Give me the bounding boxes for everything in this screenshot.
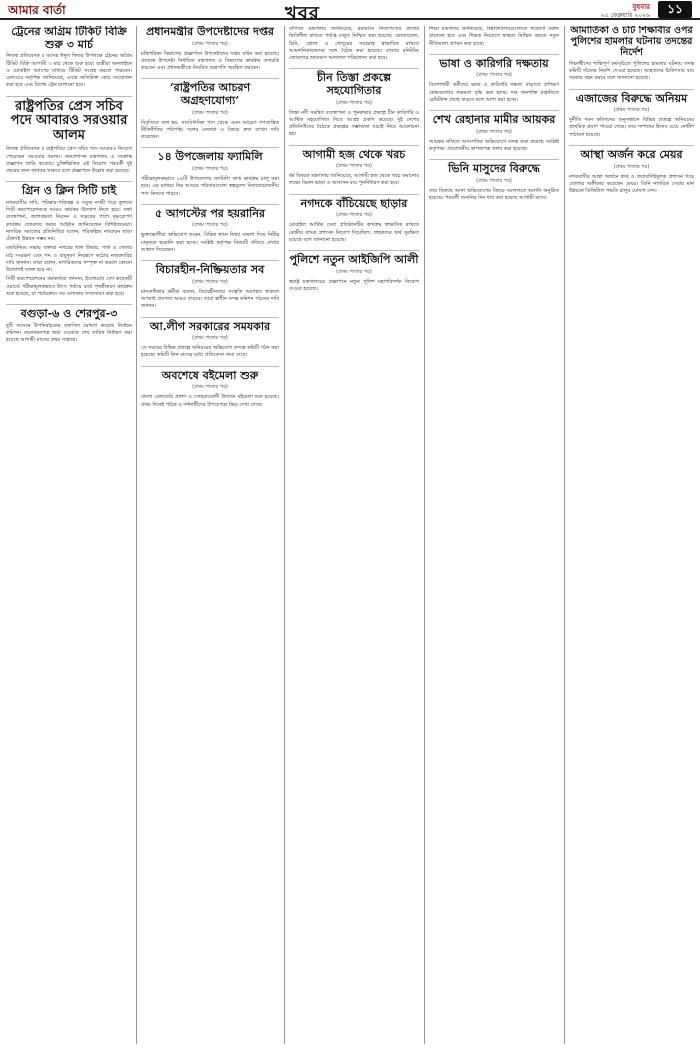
story-headline: ভাষা ও কারিগরি দক্ষতায়: [439, 56, 549, 70]
story-continuation-note: (প্রথম পাতার পর): [613, 163, 650, 170]
story-continuation-note: (প্রথম পাতার পর): [336, 212, 372, 219]
story-paragraph: তার বিরুদ্ধে আনা অভিযোগের বিষয়ে আদালতে শুনানি অনুষ্ঠিত হয়েছে। পরবর্তী শুনানির দিন ধার্য করা হয়েছে আগামী মাসে।: [429, 187, 559, 202]
story-paragraph: শিক্ষার্থীদের শান্তিপূর্ণ কর্মসূচিতে পুলিশের হামলার ঘটনায় তদন্ত কমিটি গঠনের নির্দেশ দেওয়া হয়েছে। আহতদের চিকিৎসার ব্যয় সরকার বহন করবে বলে জানানো হয়েছে।: [569, 60, 694, 82]
news-story: [429, 163, 559, 202]
story-paragraph: দুর্নীতি দমন কমিশনের অনুসন্ধানে বিভিন্ন প্রকল্পে অনিয়মের প্রাথমিক প্রমাণ পাওয়া গেছে। তার সম্পদের হিসাব চেয়ে নোটিশ পাঠানো হয়েছে।: [569, 117, 694, 138]
story-headline: ভিনি মাসুদের বিরুদ্ধে: [448, 162, 540, 176]
story-continuation-note: (প্রথম পাতার পর): [476, 72, 512, 79]
news-story: [289, 198, 419, 244]
story-paragraph: মন্ত্রিপরিষদ বিভাগের প্রজ্ঞাপনে উপদেষ্টাদের দপ্তর বণ্টন করা হয়েছে। প্রত্যেক উপদেষ্টা নির্ধারিত মন্ত্রণালয় ও বিভাগের কার্যক্রম তদারকি করবেন এবং প্রধানমন্ত্রীকে নিয়মিত অগ্রগতি অবহিত করবেন।: [141, 50, 279, 72]
story-divider: [289, 250, 419, 251]
news-story: [6, 308, 132, 344]
news-story: [569, 149, 694, 195]
story-divider: [429, 54, 559, 55]
story-continuation-note: (প্রথম পাতার পর): [192, 335, 228, 342]
story-paragraph: পরীক্ষামূলকভাবে ১৪টি উপজেলায় ফ্যামিলি কার্ড কার্যক্রম চালু করা হবে। এর মাধ্যমে নিম্ন আয়ের পরিবারগুলো স্বল্পমূল্যে নিত্যপ্রয়োজনীয় পণ্য কিনতে পারবে।: [141, 176, 279, 197]
story-body: [289, 26, 419, 62]
story-continuation-note: (প্রথম পাতার পর): [192, 40, 228, 47]
story-body: [6, 323, 132, 345]
issue-date: ২৫ ফেব্রুয়ারি ২০২৬: [600, 12, 650, 19]
news-story: [141, 82, 279, 141]
story-body: [141, 232, 279, 254]
story-headline: আস্থা অর্জন করে মেয়র: [580, 147, 683, 161]
story-body: [289, 110, 419, 139]
page-number: ১১: [658, 1, 692, 18]
story-body: [141, 345, 279, 360]
story-paragraph: নগরবাসীর আস্থা অর্জনে স্বচ্ছ ও জবাবদিহিমূলক প্রশাসন গড়ে তোলার অঙ্গীকার করেছেন মেয়র। তিনি নাগরিক সেবার মান উন্নয়নে ডিজিটাল পদ্ধতি চালুর ঘোষণা দেন।: [569, 173, 694, 195]
section-title: খবর: [285, 3, 320, 24]
news-story: [429, 26, 559, 48]
news-story: [569, 26, 694, 83]
story-continuation-note: (প্রথম পাতার পর): [336, 99, 372, 106]
story-paragraph: স্বরাষ্ট্র মন্ত্রণালয়ের প্রজ্ঞাপনে নতুন পুলিশ মহাপরিদর্শক নিয়োগ দেওয়া হয়েছে।: [289, 278, 419, 292]
story-headline: প্রধানমন্ত্রীর উপদেষ্টাদের দপ্তর: [146, 26, 274, 38]
story-headline: আ.লীগ সরকারের সমযকার: [149, 319, 271, 333]
newspaper-logo: আমার বার্তা: [8, 3, 66, 17]
news-story: [289, 149, 419, 188]
story-divider: [289, 145, 419, 146]
news-story: [6, 26, 132, 90]
story-paragraph: মতবিনিময় সভায় বক্তারা নগরের খাল উদ্ধার, পার্ক ও খেলার মাঠ সংরক্ষণ এবং শব্দ ও বায়ুদূষণ নিয়ন্ত্রণে কঠোর নজরদারির দাবি জানান। তারা বলেন, নাগরিকদের সম্পৃক্ত না করলে কোনো উদ্যোগই সফল হবে না।: [6, 245, 132, 274]
story-divider: [429, 110, 559, 111]
story-paragraph: মোবাইল আর্থিক সেবা প্রতিষ্ঠানটির কার্যক্রম স্বাভাবিক রাখতে কেন্দ্রীয় ব্যাংক প্রশাসক নিয়োগ দিয়েছিল। গ্রাহকদের অর্থ সুরক্ষিত রয়েছে বলে জানানো হয়েছে।: [289, 222, 419, 243]
news-story: [141, 264, 279, 310]
story-paragraph: বিদেশগামী কর্মীদের ভাষা ও কারিগরি দক্ষতা বাড়াতে প্রশিক্ষণ কেন্দ্রগুলোর সক্ষমতা বৃদ্ধি করা হচ্ছে। দক্ষ জনশক্তি রপ্তানিতে রেমিট্যান্স প্রবাহ বাড়বে বলে আশা করা হচ্ছে।: [429, 82, 559, 103]
story-divider: [141, 317, 279, 318]
column-4: [429, 26, 559, 1044]
story-paragraph: আয়কর নথিতে অসংগতির অভিযোগে তদন্ত শুরু করেছে সংশ্লিষ্ট কর্তৃপক্ষ। প্রয়োজনীয় কাগজপত্র তলব করা হয়েছে।: [429, 138, 559, 153]
story-body: [429, 139, 559, 154]
story-body: [569, 61, 694, 83]
story-body: [6, 146, 132, 175]
story-paragraph: নগরবাসীর দাবি, পরিষ্কার-পরিচ্ছন্ন ও সবুজ নগরী গড়ে তুলতে সিটি করপোরেশনকে আরও কার্যকর উদ্যোগ নিতে হবে। বর্জ্য ব্যবস্থাপনা, জলাবদ্ধতা নিরসন ও সড়কের পাশে বৃক্ষরোপণ কার্যক্রম জোরদার করার আহ্বান জানিয়েছেন বিশিষ্টজনেরা। নাগরিক সমাজের প্রতিনিধিরা বলেন, পরিকল্পিত নগরায়ন ছাড়া টেকসই উন্নয়ন সম্ভব নয়।: [6, 199, 132, 243]
story-headline: আগামী হজ থেকে খরচ: [302, 147, 406, 161]
story-divider: [6, 96, 132, 97]
story-paragraph: মানবাধিকার কর্মীরা বলেন, বিচারহীনতার সংস্কৃতি অব্যাহত থাকলে অপরাধ প্রবণতা আরও বাড়বে। তারা স্বাধীন তদন্ত কমিশন গঠনের দাবি জানান।: [141, 288, 279, 310]
story-headline: আমার্তিকা ও চর্টি শিক্ষাবীর ওপর পুলিশের হামলার ঘটনায় তদন্তের নির্দেশ: [570, 26, 693, 58]
story-divider: [289, 68, 419, 69]
story-paragraph: দুটি আসনে উপনির্বাচনের তফসিল ঘোষণা করেছে নির্বাচন কমিশন। মনোনয়নপত্র জমা দেওয়ার শেষ তারিখ নির্ধারণ করা হয়েছে আগামী মাসের প্রথম সপ্তাহে।: [6, 322, 132, 344]
story-continuation-note: (প্রথম পাতার পর): [476, 128, 512, 135]
news-story: [289, 254, 419, 293]
news-story: [429, 58, 559, 104]
story-headline: অবশেষে বইমেলা শুরু: [161, 368, 259, 382]
story-paragraph: তিস্তা নদী সমন্বিত ব্যবস্থাপনা ও পুনরুদ্ধার প্রকল্পে চীন কারিগরি ও আর্থিক সহযোগিতা দিতে আগ্রহ প্রকাশ করেছে। দুই দেশের প্রতিনিধিদের বৈঠকে প্রকল্পের সম্ভাব্যতা যাচাই নিয়ে আলোচনা হয়।: [289, 109, 419, 138]
news-story: [289, 72, 419, 138]
story-paragraph: বিবৃতিতে বলা হয়, সাংবিধানিক পদে থেকে এমন আচরণ গণতান্ত্রিক রীতিনীতির পরিপন্থি। দলের নেতারা এ বিষয়ে দ্রুত ব্যাখ্যা দাবি করেছেন।: [141, 119, 279, 141]
story-body: [141, 120, 279, 142]
story-continuation-note: (প্রথম পাতার পর): [192, 384, 228, 391]
column-1: [6, 26, 132, 1044]
story-headline: শেখ রেহানার মামীর আয়কর: [432, 113, 556, 127]
column-divider: [136, 26, 137, 1044]
news-story: [429, 114, 559, 153]
story-continuation-note: (প্রথম পাতার পর): [192, 109, 228, 116]
story-continuation-note: (প্রথম পাতার পর): [192, 278, 228, 285]
story-continuation-note: (প্রথম পাতার পর): [336, 163, 372, 170]
news-story: [141, 321, 279, 360]
news-story: [141, 208, 279, 254]
story-body: [141, 51, 279, 73]
column-divider: [564, 26, 565, 1044]
story-headline: ট্রেনের অগ্রিম টিকিট বিক্রি শুরু ৩ মার্চ: [11, 26, 127, 51]
news-story: [141, 370, 279, 409]
story-body: [6, 200, 132, 298]
column-divider: [284, 26, 285, 1044]
story-divider: [569, 89, 694, 90]
story-headline: ৫ আগস্টের পর হয়রানির: [155, 206, 265, 220]
story-body: [429, 26, 559, 48]
story-body: [141, 394, 279, 409]
story-divider: [141, 78, 279, 79]
story-divider: [569, 145, 694, 146]
story-body: [289, 222, 419, 244]
story-paragraph: সে সময়ের বিভিন্ন প্রকল্পে অনিয়মের অভিযোগ তদন্তে কমিটি গঠন করা হয়েছে। কমিটি তিন মাসের মধ্যে প্রতিবেদন জমা দেবে।: [141, 345, 279, 359]
story-headline: পুলিশে নতুন আইজিপি আলী: [289, 253, 419, 267]
story-body: [289, 279, 419, 294]
story-headline: চীন তিস্তা প্রকল্পে সহযোগিতার: [317, 71, 391, 97]
story-paragraph: নিজস্ব প্রতিবেদক ॥ রাষ্ট্রপতির প্রেস সচিব পদে আবারও নিয়োগ পেয়েছেন সরওয়ার আলম। জনপ্রশাসন মন্ত্রণালয় এ সংক্রান্ত প্রজ্ঞাপন জারি করেছে। চুক্তিভিত্তিক এই নিয়োগ পরবর্তী দুই বছরের জন্য কার্যকর থাকবে বলে প্রজ্ঞাপনে উল্লেখ করা হয়েছে।: [6, 146, 132, 175]
story-paragraph: বাংলা একাডেমি প্রাঙ্গণ ও সোহরাওয়ার্দী উদ্যানে বইমেলা শুরু হয়েছে। প্রথম দিনেই পাঠক ও দর্শনার্থীদের উপচেপড়া ভিড় দেখা গেছে।: [141, 394, 279, 408]
story-body: [569, 117, 694, 139]
story-divider: [141, 260, 279, 261]
story-divider: [289, 194, 419, 195]
story-paragraph: বাণিজ্য মন্ত্রণালয় জানিয়েছে, রমজানে নিত্যপণ্যের বাজার স্থিতিশীল রাখতে পর্যাপ্ত মজুত নিশ্চিত করা হয়েছে। ভোজ্যতেল, চিনি, ছোলা ও খেজুরের সরবরাহ স্বাভাবিক রাখতে আমদানিকারকদের সঙ্গে বৈঠক করা হয়েছে। বাজার মনিটরিং জোরদারে ভ্রাম্যমাণ আদালত পরিচালনা করা হবে।: [289, 26, 419, 61]
story-paragraph: ধর্ম বিষয়ক মন্ত্রণালয় জানিয়েছে, আগামী হজ থেকে খরচ কমানোর লক্ষ্যে বিমান ভাড়া ও আবাসন ব্যয় পুনর্নির্ধারণ করা হবে।: [289, 173, 419, 187]
news-story: [569, 93, 694, 139]
story-body: [429, 188, 559, 203]
story-body: [429, 82, 559, 104]
story-headline: রাষ্ট্রপতির প্রেস সচিব পদে আবারও সরওয়ার আলম: [10, 98, 128, 144]
story-paragraph: সিটি করপোরেশনের কর্মকর্তারা জানান, ইতোমধ্যে বেশ কয়েকটি ওয়ার্ডে পরীক্ষামূলকভাবে উৎস পর্যায়ে বর্জ্য পৃথকীকরণ কার্যক্রম শুরু হয়েছে, যা পর্যায়ক্রমে সব এলাকায় সম্প্রসারণ করা হবে।: [6, 276, 132, 297]
column-2: [141, 26, 279, 1044]
column-5: [569, 26, 694, 1044]
news-story: [6, 185, 132, 298]
issue-day: বুধবার: [632, 3, 650, 11]
story-body: [289, 173, 419, 188]
story-body: [569, 174, 694, 196]
story-continuation-note: (প্রথম পাতার পর): [192, 166, 228, 173]
story-continuation-note: (প্রথম পাতার পর): [192, 222, 228, 229]
story-headline: ‘রাষ্ট্রপতির আচরণ অগ্রহণযোগ্য’: [169, 81, 251, 108]
story-divider: [6, 304, 132, 305]
story-divider: [6, 181, 132, 182]
masthead: [0, 0, 700, 24]
story-continuation-note: (প্রথম পাতার পর): [613, 107, 650, 114]
story-paragraph: শিক্ষা মন্ত্রণালয় জানিয়েছে, বিশ্ববিদ্যালয়গুলোতে গবেষণা বরাদ্দ বাড়ানো হবে এবং শিক্ষক নিয়োগে স্বচ্ছতা নিশ্চিত করতে নতুন নীতিমালা প্রণয়ন করা হচ্ছে।: [429, 26, 559, 47]
news-story: [289, 26, 419, 62]
story-divider: [429, 159, 559, 160]
news-story: [141, 26, 279, 72]
story-headline: ১৪ উপজেলায় ফ্যামিলি: [157, 150, 263, 164]
story-headline: নগদকে বাঁচিয়েছে ছাড়ার: [300, 196, 408, 210]
story-paragraph: ভুক্তভোগীরা অভিযোগ করেন, বিভিন্ন স্থানে মিথ্যা মামলা দিয়ে নিরীহ মানুষকে হয়রানি করা হচ্ছে। সংশ্লিষ্ট কর্তৃপক্ষ বিষয়টি খতিয়ে দেখার আশ্বাস দিয়েছেন।: [141, 232, 279, 253]
news-story: [141, 151, 279, 197]
story-body: [6, 53, 132, 89]
news-story: [6, 100, 132, 176]
story-divider: [141, 366, 279, 367]
story-continuation-note: (প্রথম পাতার পর): [336, 268, 372, 275]
story-paragraph: নিজস্ব প্রতিবেদক ॥ আসন্ন ঈদুল ফিতর উপলক্ষে ট্রেনের অগ্রিম টিকিট বিক্রি আগামী ৩ মার্চ থেকে শুরু হবে। যাত্রীরা অনলাইনে ও মোবাইল অ্যাপের মাধ্যমে টিকিট সংগ্রহ করতে পারবেন। রেলওয়ে কর্তৃপক্ষ জানিয়েছে, এবার অতিরিক্ত কোচ সংযোজন করা হবে এবং বিশেষ ট্রেন চালানো হবে।: [6, 53, 132, 89]
story-headline: এজাজের বিরুদ্ধে অনিয়ম: [575, 91, 688, 105]
story-divider: [141, 147, 279, 148]
story-body: [141, 176, 279, 198]
story-divider: [141, 204, 279, 205]
story-headline: বগুড়া-৬ ও শেরপুর-৩: [20, 307, 118, 321]
story-headline: গ্রিন ও ক্লিন সিটি চাই: [21, 184, 117, 198]
story-headline: বিচারহীন-নিষ্ক্রিয়তার সব: [155, 263, 265, 277]
story-body: [141, 289, 279, 311]
column-divider: [424, 26, 425, 1044]
column-3: [289, 26, 419, 1044]
story-continuation-note: (প্রথম পাতার পর): [476, 177, 512, 184]
